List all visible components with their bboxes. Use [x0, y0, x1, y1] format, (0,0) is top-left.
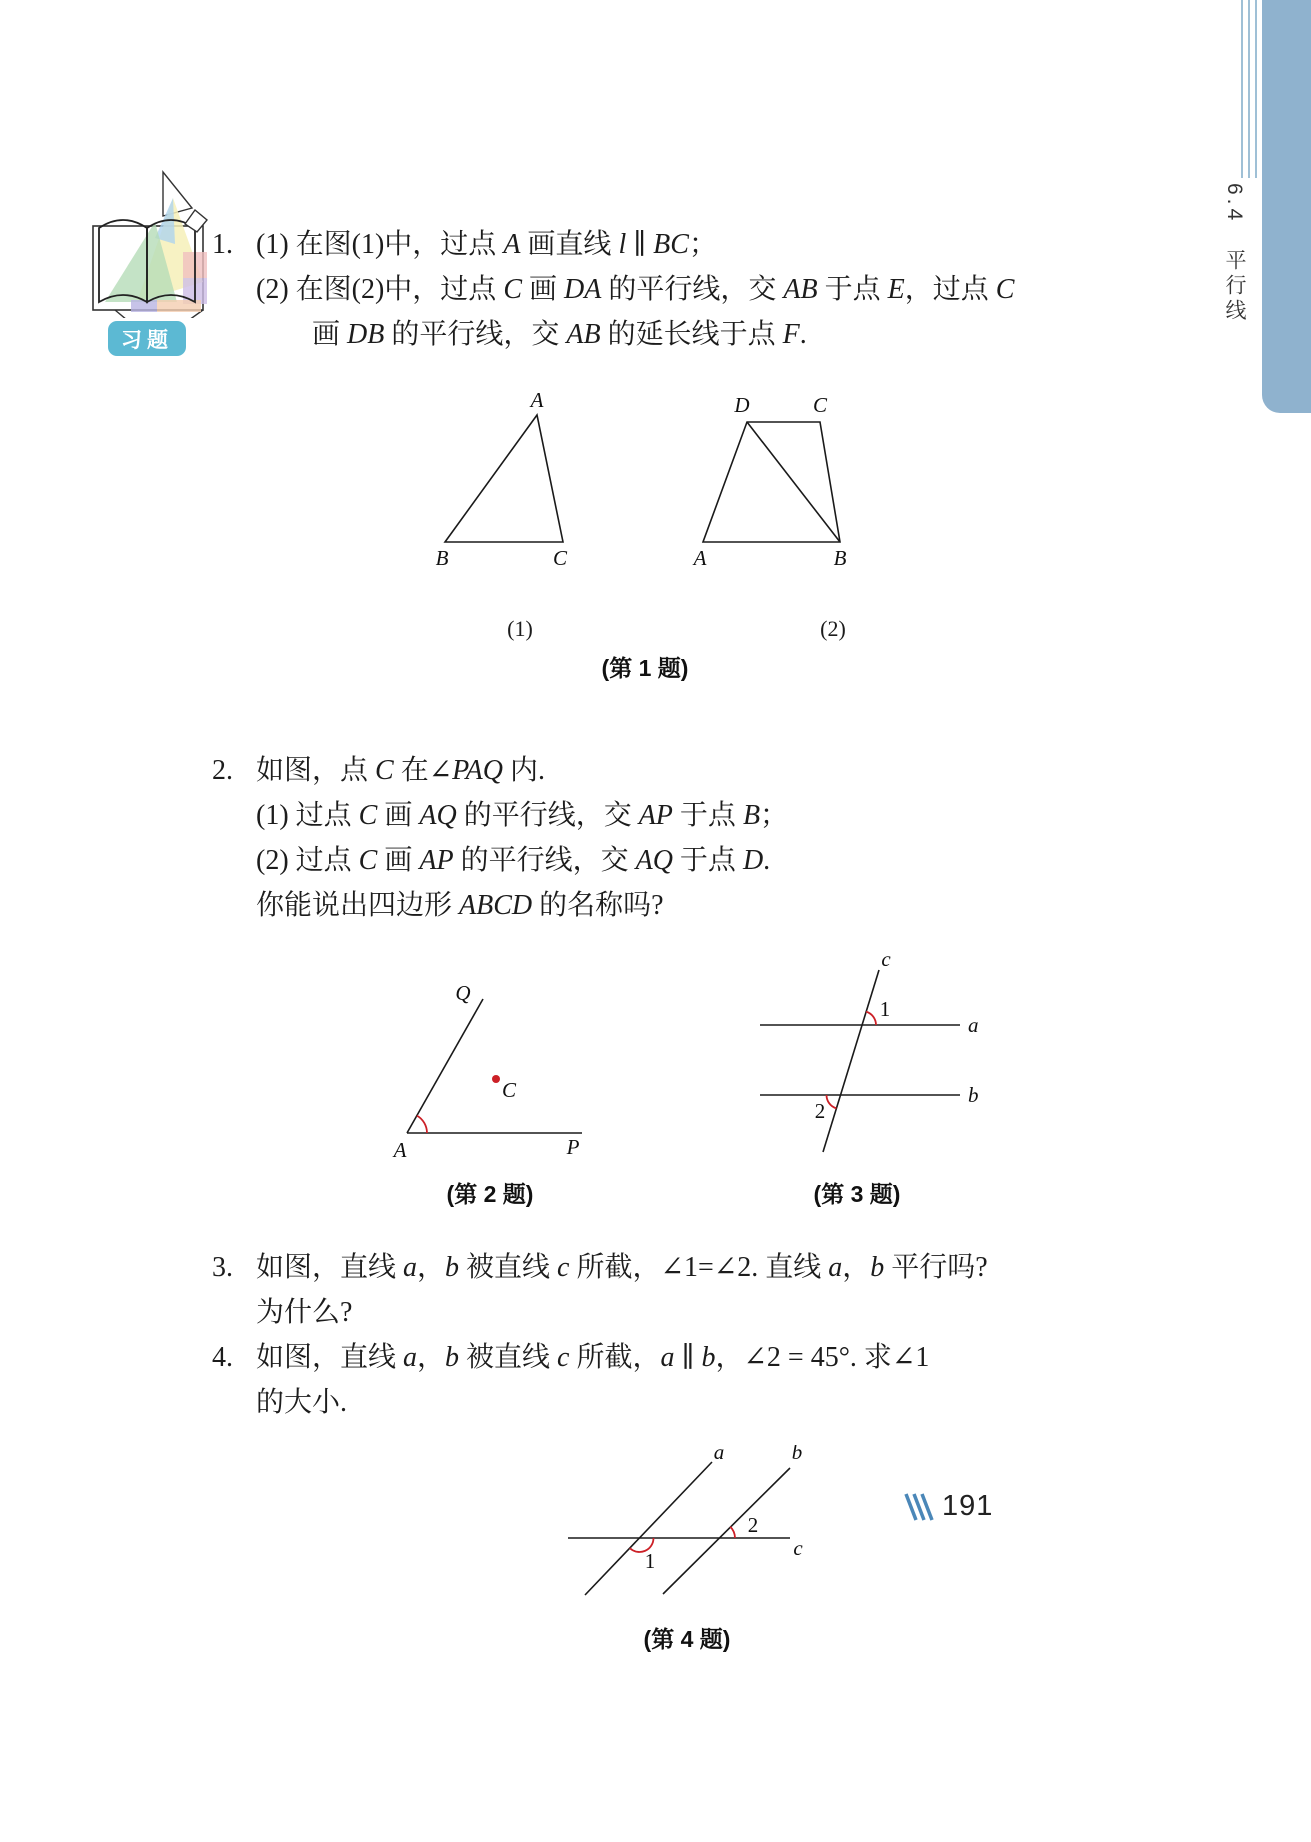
exercises-book-icon: [85, 160, 219, 318]
figure-problem-1: [420, 388, 870, 693]
angle-label: 2: [747, 1513, 759, 1537]
figure-problem-3: [740, 950, 990, 1215]
ray-label: Q: [455, 981, 471, 1005]
page-number: 191: [942, 1490, 994, 1522]
problem-1-line-3: 画 DB 的平行线，交 AB 的延长线于点 F.: [312, 319, 807, 350]
figure-problem-2: [330, 978, 620, 1213]
figure-1-caption: (第 1 题): [601, 655, 689, 681]
problem-3-line-1: 如图，直线 a，b 被直线 c 所截，∠1=∠2. 直线 a，b 平行吗?: [256, 1252, 988, 1283]
problem-4: [212, 1335, 1056, 1425]
page-footer: [902, 1490, 993, 1523]
ray-label: P: [566, 1135, 580, 1159]
problem-1: [212, 222, 1056, 357]
problem-2-line-4: 你能说出四边形 ABCD 的名称吗?: [256, 890, 664, 921]
vertex-label: A: [530, 388, 544, 412]
problem-3-line-2: 为什么?: [256, 1297, 353, 1328]
problem-number: 2.: [212, 755, 233, 786]
page-slashes-icon: [902, 1492, 936, 1522]
figure-3-diagram: [740, 950, 990, 1172]
subfigure-2-label: (2): [820, 616, 846, 641]
problem-2: [212, 748, 1056, 928]
figure-4-diagram: [540, 1445, 840, 1617]
point-C-dot: [492, 1075, 500, 1083]
vertex-label: B: [833, 546, 847, 570]
angle-label: 1: [644, 1549, 656, 1573]
figure-2-caption: (第 2 题): [446, 1181, 534, 1207]
line-label: c: [793, 1536, 803, 1560]
problem-number: 3.: [212, 1252, 233, 1283]
vertex-label: C: [812, 393, 828, 417]
vertex-label: C: [552, 546, 568, 570]
side-band-line: [1255, 0, 1257, 178]
figure-problem-4: [540, 1445, 840, 1660]
section-side-band: [1262, 0, 1311, 413]
point-label: C: [502, 1078, 517, 1102]
problem-1-line-2: (2) 在图(2)中，过点 C 画 DA 的平行线，交 AB 于点 E，过点 C: [256, 274, 1015, 305]
problem-4-line-2: 的大小.: [256, 1387, 348, 1418]
line-label: b: [968, 1083, 979, 1107]
line-label: a: [968, 1013, 979, 1037]
section-tab-label: 6.4 平行线: [1223, 183, 1246, 325]
problem-2-line-3: (2) 过点 C 画 AP 的平行线，交 AQ 于点 D.: [256, 845, 771, 876]
vertex-label: A: [693, 546, 707, 570]
side-band-line: [1241, 0, 1243, 178]
figure-2-diagram: [330, 978, 620, 1173]
subfigure-1-label: (1): [507, 616, 533, 641]
line-label: a: [713, 1445, 725, 1464]
vertex-label: B: [435, 546, 449, 570]
problem-number: 4.: [212, 1342, 233, 1373]
vertex-label: A: [393, 1138, 407, 1162]
line-label: b: [791, 1445, 803, 1464]
figure-4-caption: (第 4 题): [643, 1626, 731, 1652]
line-label: c: [881, 950, 891, 971]
vertex-label: D: [734, 393, 750, 417]
problem-1-line-1: (1) 在图(1)中，过点 A 画直线 l ∥ BC；: [256, 229, 717, 260]
figure-1-diagram: [420, 388, 870, 578]
problem-3: [212, 1245, 1056, 1335]
problem-4-line-1: 如图，直线 a，b 被直线 c 所截，a ∥ b，∠2 = 45°. 求∠1: [256, 1342, 930, 1373]
problem-number: 1.: [212, 229, 233, 260]
exercises-badge: 习题: [108, 321, 186, 356]
problem-2-line-1: 如图，点 C 在∠PAQ 内.: [256, 755, 546, 786]
side-band-line: [1248, 0, 1250, 178]
angle-label: 2: [814, 1099, 826, 1123]
figure-3-caption: (第 3 题): [813, 1181, 901, 1207]
angle-label: 1: [879, 997, 891, 1021]
problem-2-line-2: (1) 过点 C 画 AQ 的平行线，交 AP 于点 B；: [256, 800, 789, 831]
